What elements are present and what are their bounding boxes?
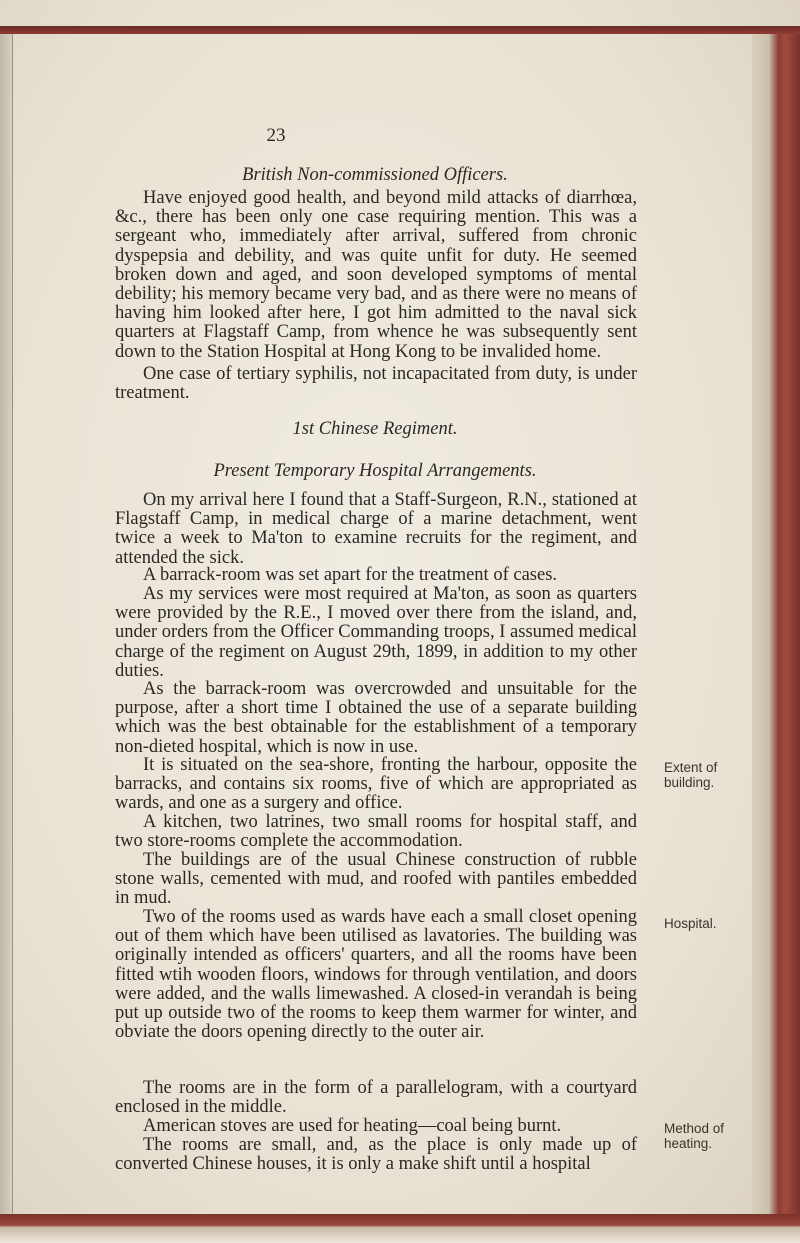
paragraph-3: On my arrival here I found that a Staff-Surgeon, R.N., stationed at Flagstaff Camp, in medical charge of a marine detachment, went twice a week to Ma'ton to examine recruits for the regiment, and attended the sick. — [115, 490, 637, 568]
paragraph-8: A kitchen, two latrines, two small rooms for hospital staff, and two store-rooms complete the accommodation. — [115, 812, 637, 852]
paragraph-12: American stoves are used for heating—coal being burnt. — [143, 1116, 562, 1136]
page-number: 23 — [266, 125, 286, 146]
paragraph-13: The rooms are small, and, as the place is only made up of converted Chinese houses, it is only a make shift until a hospital — [115, 1135, 637, 1175]
paragraph-4: A barrack-room was set apart for the treatment of cases. — [143, 565, 558, 585]
margin-note-heating: Method of heating. — [664, 1121, 725, 1151]
margin-note-extent: Extent of building. — [664, 760, 718, 790]
page-gutter — [0, 34, 13, 1214]
page-bottom-edge — [0, 1214, 800, 1243]
paragraph-10: Two of the rooms used as wards have each a small closet opening out of them which have been utilised as lavatories. The building was originally intended as officers' quarters, and all the rooms have been fitted wtih wooden floors, windows for through ventilation, and doors were added, and the walls limewashed. A closed-in verandah is being put up outside two of the rooms to keep them warmer for winter, and obviate the doors opening directly to the outer air. — [115, 907, 637, 1043]
paragraph-2: One case of tertiary syphilis, not incapacitated from duty, is under treatment. — [115, 364, 637, 404]
book-fore-edge — [752, 34, 800, 1214]
paragraph-7: It is situated on the sea-shore, fronting the harbour, opposite the barracks, and contains six rooms, five of which are appropriated as wards, and one as a surgery and office. — [115, 755, 637, 814]
heading-arrangements: Present Temporary Hospital Arrangements. — [213, 461, 537, 481]
paragraph-9: The buildings are of the usual Chinese construction of rubble stone walls, cemented with mud, and roofed with pantiles embedded in mud. — [115, 850, 637, 909]
paragraph-1: Have enjoyed good health, and beyond mild attacks of diarrhœa, &c., there has been only one case requiring mention. This was a sergeant who, immediately after arrival, suffered from chronic dyspepsia and debility, and was quite unfit for duty. He seemed broken down and aged, and soon developed symptoms of mental debility; his memory became very bad, and as there were no means of having him looked after here, I got him admitted to the naval sick quarters at Flagstaff Camp, from whence he was subsequently sent down to the Station Hospital at Hong Kong to be invalided home. — [115, 188, 637, 362]
page-top-edge — [0, 26, 800, 34]
heading-regiment: 1st Chinese Regiment. — [292, 419, 458, 439]
paragraph-11: The rooms are in the form of a parallelogram, with a courtyard enclosed in the middle. — [115, 1078, 637, 1118]
heading-british-nco: British Non-commissioned Officers. — [242, 165, 508, 185]
paragraph-6: As the barrack-room was overcrowded and unsuitable for the purpose, after a short time I obtained the use of a separate building which was the best obtainable for the establishment of a temporary non-dieted hospital, which is now in use. — [115, 679, 637, 757]
margin-note-hospital: Hospital. — [664, 916, 717, 931]
paragraph-5: As my services were most required at Ma'ton, as soon as quarters were provided by the R.E., I moved over there from the island, and, under orders from the Officer Commanding troops, I assumed medical charge of the regiment on August 29th, 1899, in addition to my other duties. — [115, 584, 637, 681]
